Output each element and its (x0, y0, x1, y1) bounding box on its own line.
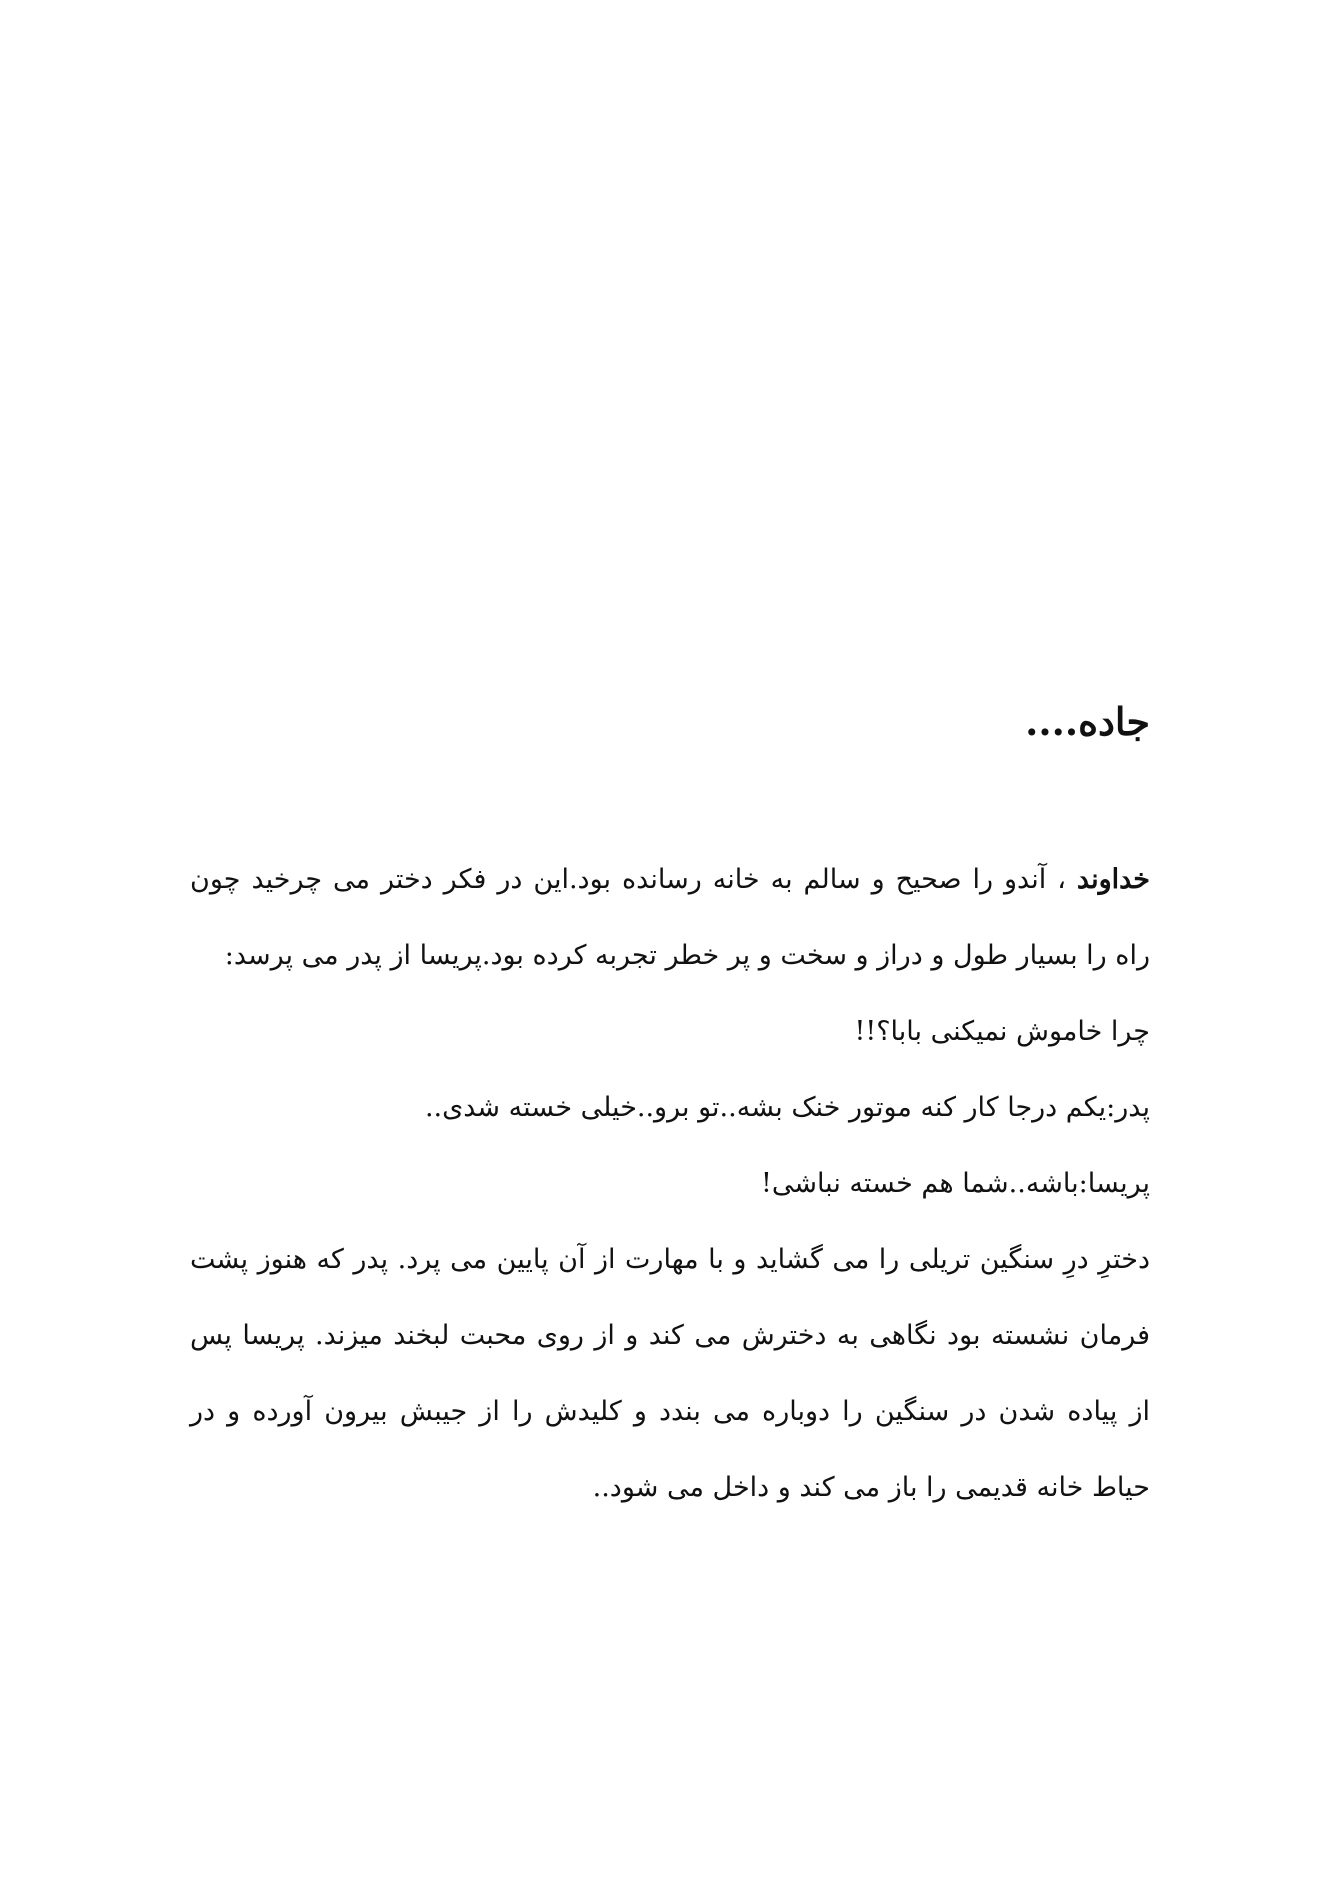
dialogue-line-question: چرا خاموش نمیکنی بابا؟!! (854, 1016, 1150, 1047)
paragraph-opening-text: ، آندو را صحیح و سالم به خانه رسانده بود.این در فکر دختر می چرخید چون راه را بسیار طول و دراز و سخت و پر خطر تجربه کرده بود.پریسا از پدر می پرسد: (190, 864, 1150, 971)
chapter-heading (190, 692, 1150, 752)
bold-lead-word: خداوند (1076, 864, 1150, 895)
dialogue-line-parisa: پریسا:باشه..شما هم خسته نباشی! (760, 1168, 1150, 1199)
heading-text: جاده.... (1025, 699, 1150, 744)
paragraph-opening (190, 842, 1150, 994)
dialogue-line-father: پدر:یکم درجا کار کنه موتور خنک بشه..تو برو..خیلی خسته شدی.. (424, 1092, 1150, 1123)
story-body (190, 842, 1150, 1526)
paragraph-closing: دخترِ درِ سنگین تریلی را می گشاید و با مهارت از آن پایین می پرد. پدر که هنوز پشت فرمان نشسته بود نگاهی به دخترش می کند و از روی محبت لبخند میزند. پریسا پس از پیاده شدن در سنگین را دوباره می بندد و کلیدش را از جیبش بیرون آورده و در حیاط خانه قدیمی را باز می کند و داخل می شود.. (190, 1244, 1150, 1503)
